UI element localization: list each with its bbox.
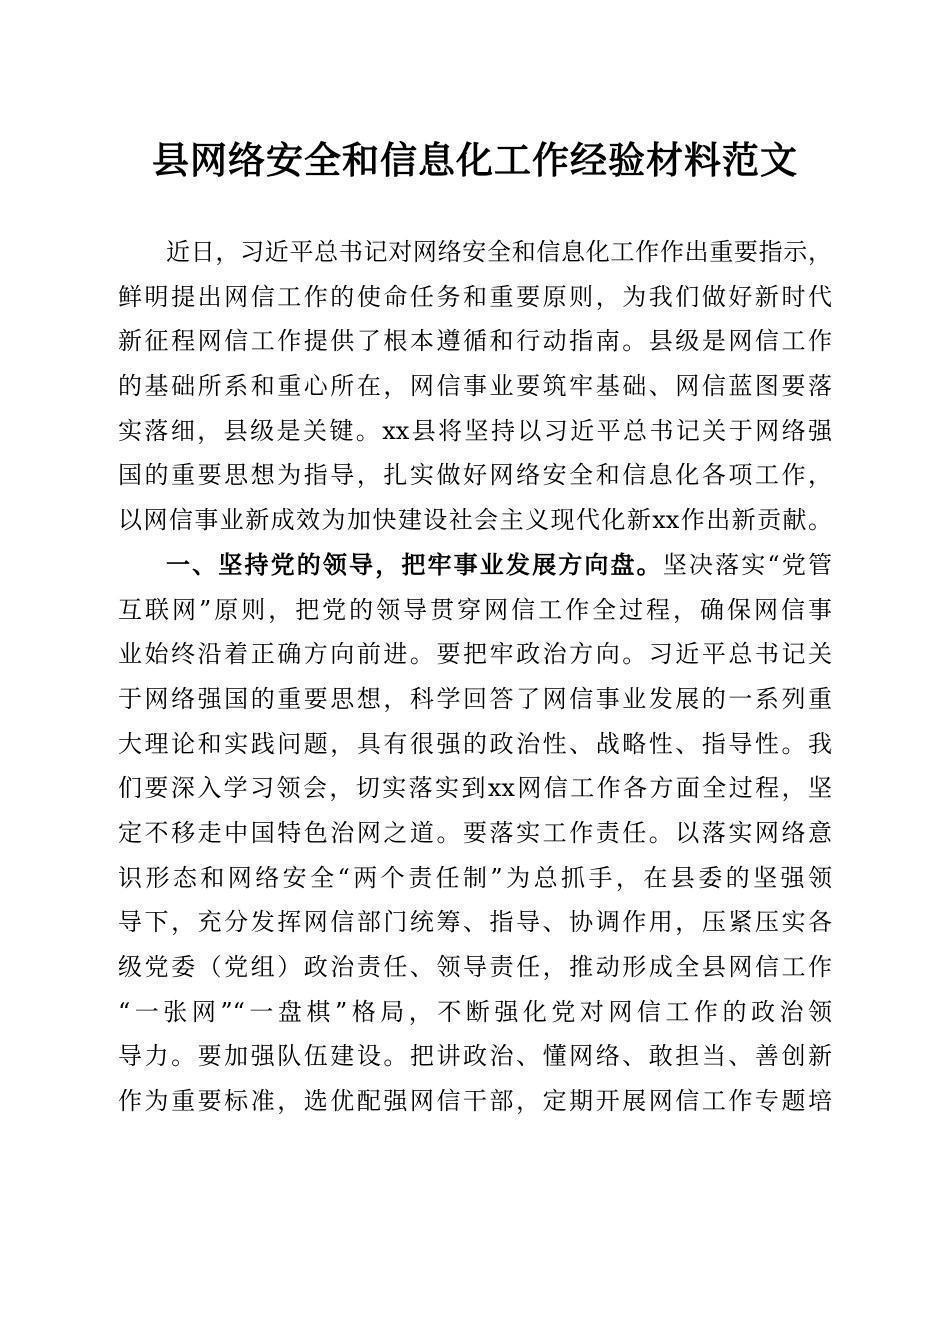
section-1-first-line: [118, 543, 832, 588]
text-line: 级党委（党组）政治责任、领导责任，推动形成全县网信工作: [118, 953, 832, 981]
text-line: 导下，充分发挥网信部门统筹、指导、协调作用，压紧压实各: [118, 908, 832, 937]
text-line: “一张网”“一盘棋”格局，不断强化党对网信工作的政治领: [118, 997, 832, 1026]
section-1: [118, 543, 832, 1124]
text-line: 的基础所系和重心所在，网信事业要筑牢基础、网信蓝图要落: [118, 372, 832, 401]
text-line: 业始终沿着正确方向前进。要把牢政治方向。习近平总书记关: [118, 640, 832, 669]
text-line: 导力。要加强队伍建设。把讲政治、懂网络、敢担当、善创新: [118, 1042, 832, 1071]
text-line: 识形态和网络安全“两个责任制”为总抓手，在县委的坚强领: [118, 863, 832, 892]
text-line: 作为重要标准，选优配强网信干部，定期开展网信工作专题培: [118, 1087, 832, 1116]
text-line: 近日，习近平总书记对网络安全和信息化工作作出重要指示，: [166, 238, 832, 266]
text-line: 实落细，县级是关键。xx县将坚持以习近平总书记关于网络强: [118, 416, 832, 445]
section-1-first-line-text: 坚决落实“党管: [662, 550, 832, 579]
section-1-heading: 一、坚持党的领导，把牢事业发展方向盘。: [166, 550, 663, 579]
text-line: 定不移走中国特色治网之道。要落实工作责任。以落实网络意: [118, 818, 832, 847]
page-title: 县网络安全和信息化工作经验材料范文: [152, 138, 798, 182]
text-line: 鲜明提出网信工作的使命任务和重要原则，为我们做好新时代: [118, 282, 832, 311]
document-body: [118, 230, 832, 1124]
text-line: 新征程网信工作提供了根本遵循和行动指南。县级是网信工作: [118, 327, 832, 356]
text-line: 以网信事业新成效为加快建设社会主义现代化新xx作出新贡献。: [118, 506, 832, 535]
text-line: 互联网”原则，把党的领导贯穿网信工作全过程，确保网信事: [118, 595, 832, 624]
text-line: 大理论和实践问题，具有很强的政治性、战略性、指导性。我: [118, 729, 832, 758]
text-line: 国的重要思想为指导，扎实做好网络安全和信息化各项工作，: [118, 461, 832, 490]
paragraph-intro: [118, 230, 832, 543]
text-line: 于网络强国的重要思想，科学回答了网信事业发展的一系列重: [118, 684, 832, 713]
text-line: 们要深入学习领会，切实落实到xx网信工作各方面全过程，坚: [118, 774, 832, 803]
